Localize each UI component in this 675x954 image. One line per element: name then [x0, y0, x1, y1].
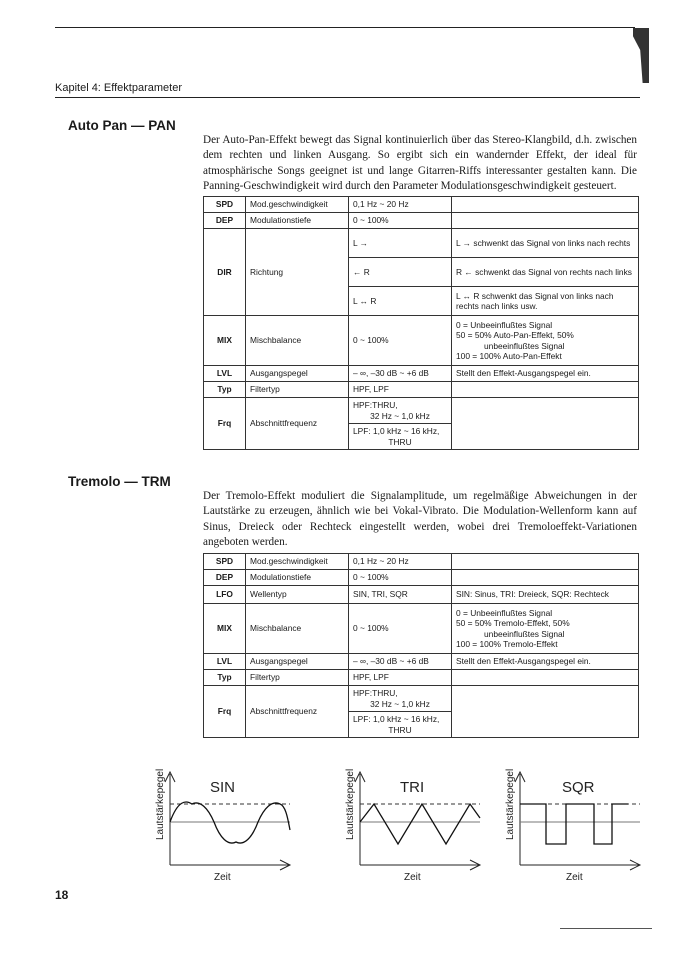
param-range: 0,1 Hz ~ 20 Hz	[349, 197, 452, 213]
frq-line: HPF:THRU,	[353, 688, 398, 698]
param-code: LVL	[204, 366, 246, 382]
frq-line: LPF: 1,0 kHz ~ 16 kHz,	[353, 714, 440, 724]
waveform-xlabel: Zeit	[566, 872, 583, 883]
param-name: Modulationstiefe	[246, 213, 349, 229]
param-desc	[452, 686, 639, 738]
waveform-label: TRI	[400, 779, 425, 796]
param-name: Richtung	[246, 229, 349, 316]
chapter-header: Kapitel 4: Effektparameter	[55, 82, 182, 94]
param-desc	[452, 382, 639, 398]
table-row	[204, 398, 639, 424]
waveform-xlabel: Zeit	[214, 872, 231, 883]
param-code: Frq	[204, 686, 246, 738]
param-range	[349, 686, 452, 712]
table-row	[204, 654, 639, 670]
table-row	[204, 229, 639, 258]
page-number: 18	[55, 888, 69, 902]
footer-rule	[560, 928, 652, 929]
waveform-ylabel: Lautstärkepegel	[345, 768, 356, 840]
param-range: L →	[349, 229, 452, 258]
waveform-xlabel: Zeit	[404, 872, 421, 883]
param-name: Mod.geschwindigkeit	[246, 197, 349, 213]
param-range	[349, 424, 452, 450]
table-row	[204, 366, 639, 382]
param-range: L ↔ R	[349, 287, 452, 316]
waveform-label: SQR	[562, 779, 595, 796]
table-row	[204, 686, 639, 712]
param-desc: Stellt den Effekt-Ausgangspegel ein.	[452, 654, 639, 670]
param-range: – ∞, –30 dB ~ +6 dB	[349, 366, 452, 382]
param-range	[349, 712, 452, 738]
param-range: 0 ~ 100%	[349, 213, 452, 229]
triangle-waveform-diagram	[330, 760, 490, 885]
param-desc: SIN: Sinus, TRI: Dreieck, SQR: Rechteck	[452, 586, 639, 604]
header-rule	[55, 97, 640, 98]
param-code: DEP	[204, 213, 246, 229]
param-range: 0 ~ 100%	[349, 316, 452, 366]
table-row	[204, 570, 639, 586]
section-title-autopan: Auto Pan — PAN	[68, 118, 176, 133]
param-desc	[452, 554, 639, 570]
table-row	[204, 554, 639, 570]
waveform-ylabel: Lautstärkepegel	[155, 768, 166, 840]
param-code: DIR	[204, 229, 246, 316]
param-desc	[452, 316, 639, 366]
param-desc	[452, 570, 639, 586]
param-range: 0 ~ 100%	[349, 570, 452, 586]
param-desc: L → schwenkt das Signal von links nach rechts	[452, 229, 639, 258]
table-row	[204, 213, 639, 229]
param-desc	[452, 604, 639, 654]
param-code: DEP	[204, 570, 246, 586]
mix-desc-line: unbeeinflußtes Signal	[484, 340, 565, 351]
autopan-description: Der Auto-Pan-Effekt bewegt das Signal kontinuierlich über das Stereo-Klangbild, d.h. zwischen dem rechten und linken Ausgang. So ergibt sich ein wandernder Effekt, der ideal für atmosphärische Songs geeignet ist und lange Gitarren-Riffs interessanter gestalten kann. Die Panning-Geschwindigkeit wird durch den Parameter Modulationsgeschwindigkeit gesteuert.	[203, 134, 637, 193]
frq-line: 32 Hz ~ 1,0 kHz	[370, 410, 430, 421]
top-rule	[55, 27, 635, 28]
sine-waveform-diagram	[140, 760, 300, 885]
param-desc	[452, 398, 639, 450]
table-row	[204, 382, 639, 398]
param-range: SIN, TRI, SQR	[349, 586, 452, 604]
table-row	[204, 316, 639, 366]
param-code: Typ	[204, 382, 246, 398]
param-desc	[452, 213, 639, 229]
param-name: Filtertyp	[246, 670, 349, 686]
param-desc: L ↔ R schwenkt das Signal von links nach rechts nach links usw.	[452, 287, 639, 316]
param-code: MIX	[204, 316, 246, 366]
param-code: Typ	[204, 670, 246, 686]
frq-line: THRU	[388, 724, 412, 735]
waveform-ylabel: Lautstärkepegel	[505, 768, 516, 840]
square-wave	[520, 804, 628, 844]
mix-desc-line: 50 = 50% Auto-Pan-Effekt, 50%	[456, 330, 574, 340]
param-name: Mod.geschwindigkeit	[246, 554, 349, 570]
param-code: LVL	[204, 654, 246, 670]
param-range: HPF, LPF	[349, 670, 452, 686]
mix-desc-line: 50 = 50% Tremolo-Effekt, 50%	[456, 618, 570, 628]
mix-desc-line: 0 = Unbeeinflußtes Signal	[456, 319, 553, 330]
param-name: Modulationstiefe	[246, 570, 349, 586]
autopan-parameter-table	[203, 196, 639, 450]
triangle-wave	[360, 804, 480, 844]
param-code: LFO	[204, 586, 246, 604]
table-row	[204, 670, 639, 686]
frq-line: LPF: 1,0 kHz ~ 16 kHz,	[353, 426, 440, 436]
param-range: ← R	[349, 258, 452, 287]
frq-line: 32 Hz ~ 1,0 kHz	[370, 698, 430, 709]
mix-desc-line: 0 = Unbeeinflußtes Signal	[456, 607, 553, 618]
param-range: HPF, LPF	[349, 382, 452, 398]
param-name: Mischbalance	[246, 604, 349, 654]
param-code: SPD	[204, 554, 246, 570]
table-row	[204, 604, 639, 654]
param-code: SPD	[204, 197, 246, 213]
waveform-label: SIN	[210, 779, 236, 796]
page-corner-mark	[633, 28, 649, 83]
mix-desc-line: 100 = 100% Auto-Pan-Effekt	[456, 351, 562, 361]
square-waveform-diagram	[490, 760, 650, 885]
table-row	[204, 197, 639, 213]
section-title-tremolo: Tremolo — TRM	[68, 474, 171, 489]
param-range: 0,1 Hz ~ 20 Hz	[349, 554, 452, 570]
param-code: Frq	[204, 398, 246, 450]
param-desc	[452, 670, 639, 686]
param-name: Mischbalance	[246, 316, 349, 366]
mix-desc-line: 100 = 100% Tremolo-Effekt	[456, 639, 558, 649]
param-name: Abschnittfrequenz	[246, 686, 349, 738]
param-name: Ausgangspegel	[246, 654, 349, 670]
frq-line: THRU	[388, 436, 412, 447]
tremolo-parameter-table	[203, 553, 639, 738]
param-code: MIX	[204, 604, 246, 654]
tremolo-description: Der Tremolo-Effekt moduliert die Signalamplitude, um regelmäßige Abweichungen in der Lautstärke zu erzeugen, ähnlich wie bei Vokal-Vibrato. Die Modulation-Wellenform kann auf Sinus, Dreieck oder Rechteck eingestellt werden, wobei drei Tremoloeffekt-Variationen angeboten werden.	[203, 490, 637, 549]
param-desc	[452, 197, 639, 213]
table-row	[204, 586, 639, 604]
mix-desc-line: unbeeinflußtes Signal	[484, 628, 565, 639]
param-range: – ∞, –30 dB ~ +6 dB	[349, 654, 452, 670]
param-desc: R ← schwenkt das Signal von rechts nach links	[452, 258, 639, 287]
frq-line: HPF:THRU,	[353, 400, 398, 410]
param-range: 0 ~ 100%	[349, 604, 452, 654]
param-range	[349, 398, 452, 424]
param-name: Abschnittfrequenz	[246, 398, 349, 450]
param-name: Filtertyp	[246, 382, 349, 398]
param-name: Wellentyp	[246, 586, 349, 604]
param-desc: Stellt den Effekt-Ausgangspegel ein.	[452, 366, 639, 382]
param-name: Ausgangspegel	[246, 366, 349, 382]
